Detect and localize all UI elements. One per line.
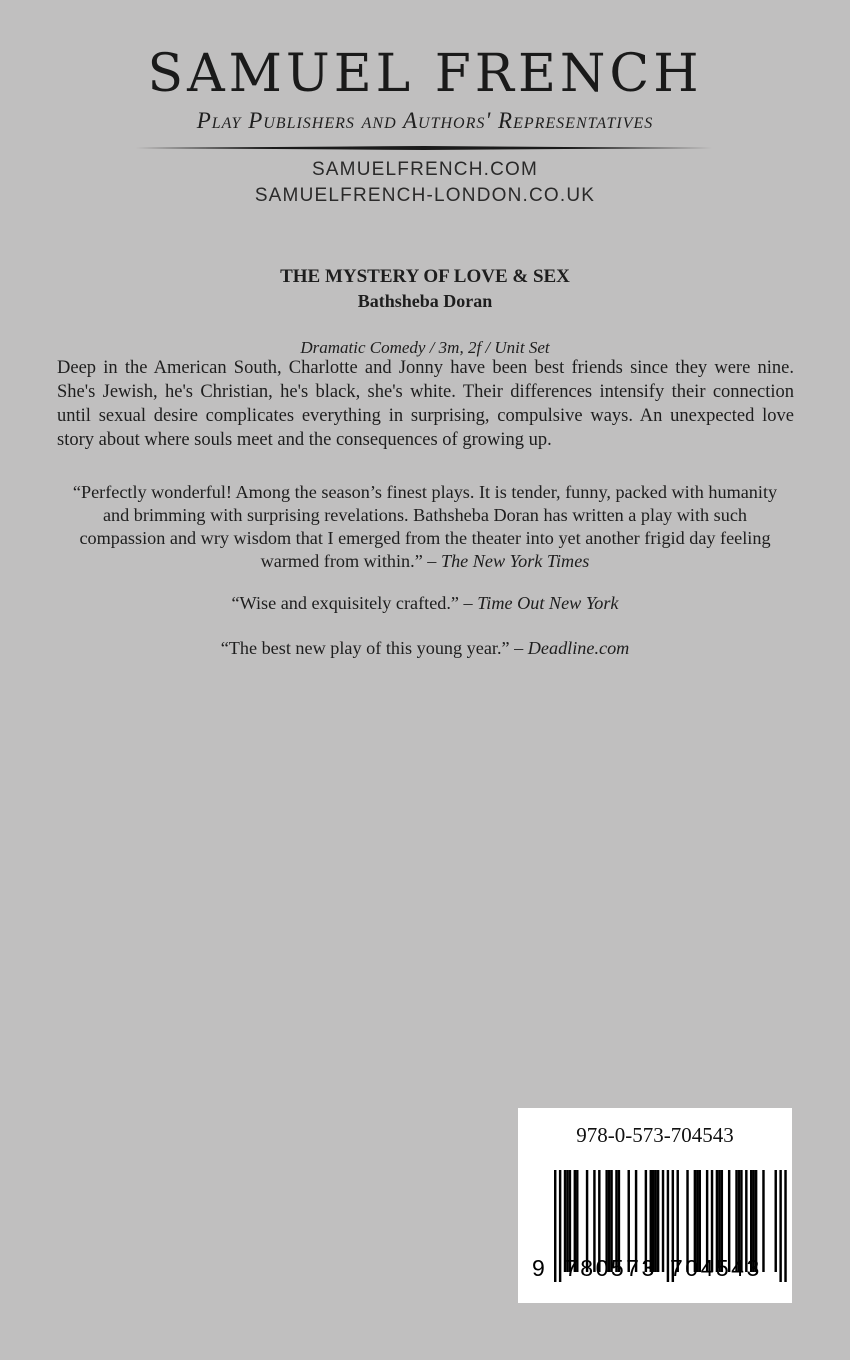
barcode-bar: [775, 1170, 777, 1272]
play-author: Bathsheba Doran: [357, 291, 493, 311]
review-quote: [60, 481, 790, 573]
review-source: The New York Times: [440, 551, 590, 571]
barcode-bar: [662, 1170, 664, 1272]
play-synopsis: Deep in the American South, Charlotte and Jonny have been best friends since they were nine. She's Jewish, he's Christian, he's black, she's white. Their differences intensify their connection until sexual desire complicates everything in surprising, compulsive ways. An unexpected love story about where souls meet and the consequences of growing up.: [57, 358, 794, 450]
review-text: “The best new play of this young year.” –: [220, 638, 524, 658]
barcode-digits-right: 704543: [670, 1255, 762, 1281]
barcode-digit-first: 9: [532, 1255, 548, 1281]
barcode-bar: [559, 1170, 561, 1282]
barcode-bar: [762, 1170, 764, 1272]
publisher-tagline: Play Publishers and Authors' Representatives: [196, 108, 654, 133]
review-source: Deadline.com: [527, 638, 630, 658]
review-quote: [60, 592, 790, 615]
review-text: “Wise and exquisitely crafted.” –: [231, 593, 473, 613]
barcode-bar: [784, 1170, 786, 1282]
review-text: “Perfectly wonderful! Among the season’s finest plays. It is tender, funny, packed with humanity and brimming with surprising revelations. Bathsheba Doran has written a play with such compassion and wry wisdom that I emerged from the theater into yet another frigid day feeling warmed from within.” –: [72, 482, 778, 571]
play-genre: Dramatic Comedy / 3m, 2f / Unit Set: [300, 338, 550, 357]
isbn-number: 978-0-573-704543: [576, 1123, 734, 1147]
barcode-digits-left: 780573: [565, 1255, 657, 1281]
barcode-bar: [554, 1170, 556, 1282]
play-title: THE MYSTERY OF LOVE & SEX: [280, 266, 570, 287]
review-source: Time Out New York: [477, 593, 619, 613]
barcode-bar: [667, 1170, 669, 1282]
barcode-bar: [657, 1170, 659, 1272]
publisher-name: SAMUEL FRENCH: [147, 44, 703, 104]
isbn-barcode: [518, 1108, 792, 1303]
decorative-rule: [136, 146, 712, 150]
website-us[interactable]: SAMUELFRENCH.COM: [311, 159, 539, 180]
website-uk[interactable]: SAMUELFRENCH-LONDON.CO.UK: [254, 185, 596, 206]
barcode-bar: [779, 1170, 781, 1282]
review-quote: [60, 637, 790, 660]
